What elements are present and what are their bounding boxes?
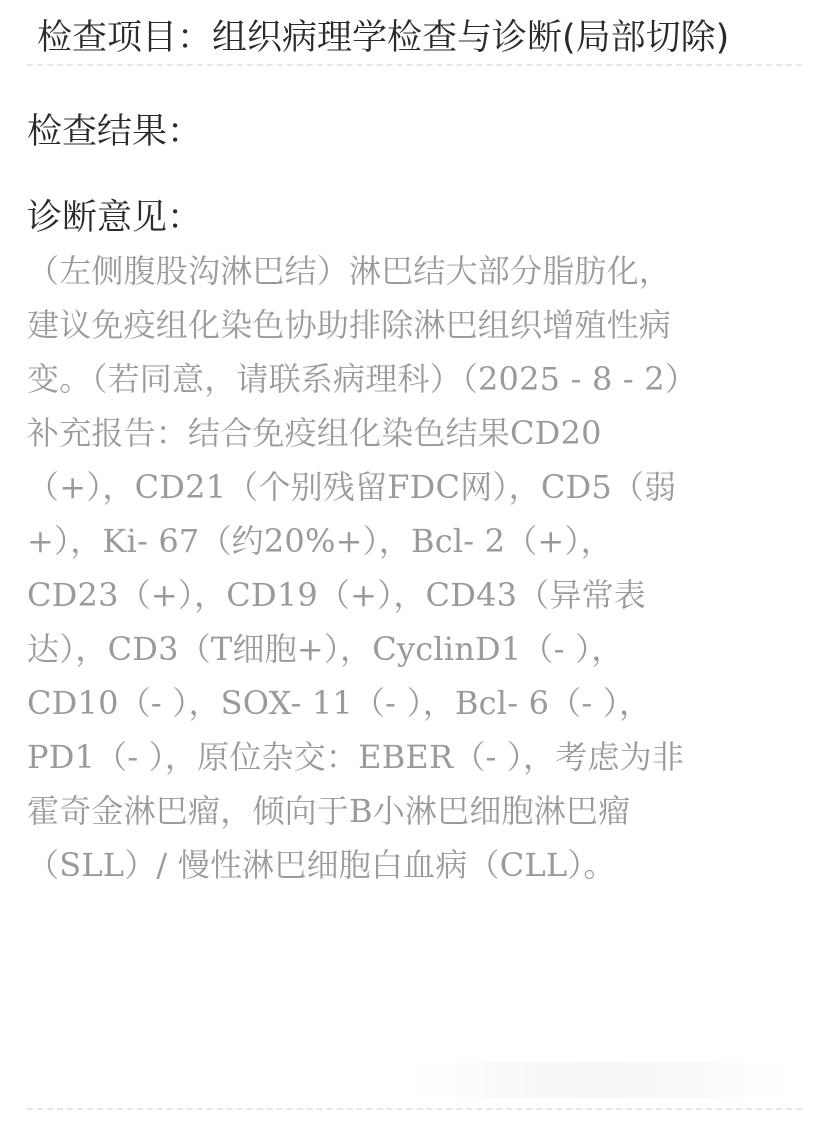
header-divider — [27, 64, 802, 66]
diagnosis-line: （左侧腹股沟淋巴结）淋巴结大部分脂肪化， — [27, 252, 672, 290]
watermark-band — [410, 1062, 790, 1098]
diagnosis-line: CD10（- ），SOX- 11（- ），Bcl- 6（- ）， — [27, 684, 652, 722]
exam-item-title: 检查项目：组织病理学检查与诊断(局部切除) — [37, 18, 730, 58]
diagnosis-line: +），Ki- 67（约20%+），Bcl- 2（+）， — [27, 522, 613, 560]
diagnosis-line: 霍奇金淋巴瘤，倾向于B小淋巴细胞淋巴瘤 — [27, 792, 631, 830]
diagnosis-line: 补充报告：结合免疫组化染色结果CD20 — [27, 414, 602, 452]
diagnosis-label: 诊断意见： — [27, 198, 203, 238]
result-label: 检查结果： — [27, 112, 203, 152]
diagnosis-line: 变。（若同意，请联系病理科）（2025 - 8 - 2） — [27, 360, 698, 398]
diagnosis-line: 建议免疫组化染色协助排除淋巴组织增殖性病 — [27, 306, 672, 344]
diagnosis-line: 达），CD3（T细胞+），CyclinD1（- ）， — [27, 630, 624, 668]
diagnosis-text — [27, 244, 802, 892]
diagnosis-line: （+），CD21（个别残留FDC网），CD5（弱 — [27, 468, 677, 506]
diagnosis-line: PD1（- ），原位杂交：EBER（- ），考虑为非 — [27, 738, 685, 776]
diagnosis-line: （SLL）/ 慢性淋巴细胞白血病（CLL）。 — [27, 846, 616, 884]
footer-divider — [27, 1108, 802, 1110]
diagnosis-line: CD23（+），CD19（+），CD43（异常表 — [27, 576, 647, 614]
